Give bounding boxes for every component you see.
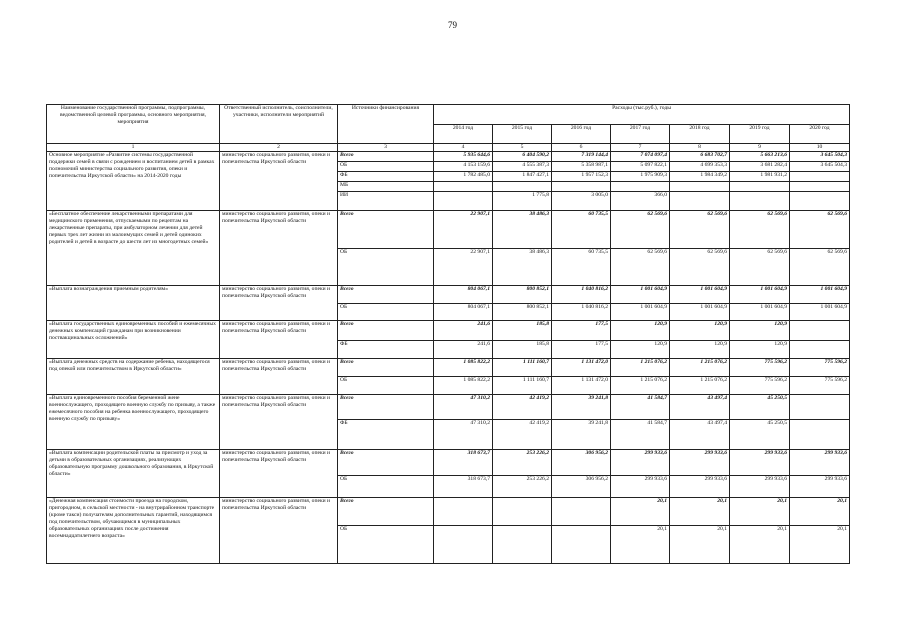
amount-cell bbox=[493, 498, 552, 526]
amount-cell bbox=[434, 182, 493, 192]
amount-cell bbox=[670, 192, 730, 211]
amount-cell: 120,9 bbox=[670, 341, 730, 359]
amount-cell: 241,6 bbox=[434, 321, 493, 341]
amount-cell: 253 226,2 bbox=[493, 450, 552, 476]
amount-cell: 1 001 604,9 bbox=[730, 286, 790, 304]
column-index: 2 bbox=[220, 144, 338, 152]
amount-cell: 62 569,6 bbox=[611, 249, 670, 286]
amount-cell bbox=[552, 498, 611, 526]
amount-cell: 1 131 472,0 bbox=[552, 377, 611, 395]
amount-cell: 38 486,3 bbox=[493, 249, 552, 286]
activity-executor: министерство социального развития, опеки и попечительства Иркутской области bbox=[220, 359, 338, 395]
amount-cell: 62 569,6 bbox=[611, 211, 670, 249]
amount-cell: 299 933,6 bbox=[670, 476, 730, 498]
funding-source: ОБ bbox=[338, 476, 434, 498]
amount-cell bbox=[790, 341, 850, 359]
amount-cell: 45 250,5 bbox=[730, 395, 790, 420]
amount-cell: 3 681 282,4 bbox=[730, 162, 790, 172]
column-index: 4 bbox=[434, 144, 493, 152]
funding-source: Всего bbox=[338, 286, 434, 304]
activity-name: «Бесплатное обеспечение лекарственными препаратами для медицинского применения, отпускаемыми по рецептам на лекарственные препараты, при амбулаторном лечении для детей первых трех лет жизни из малоимущих семей и детей одиноких родителей и детей в возрасте до шести лет из многодетных семей» bbox=[47, 211, 220, 286]
funding-source: Всего bbox=[338, 359, 434, 377]
amount-cell: 299 933,6 bbox=[790, 450, 850, 476]
activity-row bbox=[47, 450, 850, 476]
amount-cell: 1 782 485,0 bbox=[434, 172, 493, 182]
column-index: 8 bbox=[670, 144, 730, 152]
page-number: 79 bbox=[448, 20, 457, 30]
amount-cell: 299 933,6 bbox=[730, 450, 790, 476]
activity-name: «Выплата единовременного пособия беременной жене военнослужащего, проходящего военную службу по призыву, а также ежемесячного пособия на ребенка военнослужащего, проходящего военную службу по призыву» bbox=[47, 395, 220, 450]
year-header: 2020 год bbox=[790, 125, 850, 144]
amount-cell: 60 735,5 bbox=[552, 249, 611, 286]
amount-cell: 1 131 472,0 bbox=[552, 359, 611, 377]
amount-cell: 39 241,8 bbox=[552, 395, 611, 420]
amount-cell: 318 673,7 bbox=[434, 450, 493, 476]
amount-cell: 6 404 590,2 bbox=[493, 152, 552, 162]
column-index: 5 bbox=[493, 144, 552, 152]
column-index: 3 bbox=[338, 144, 434, 152]
amount-cell: 1 111 160,7 bbox=[493, 359, 552, 377]
amount-cell: 38 486,3 bbox=[493, 211, 552, 249]
amount-cell: 41 584,7 bbox=[611, 420, 670, 450]
amount-cell bbox=[730, 182, 790, 192]
funding-source: Всего bbox=[338, 450, 434, 476]
amount-cell: 7 074 097,4 bbox=[611, 152, 670, 162]
header-expenses: Расходы (тыс.руб.), годы bbox=[434, 105, 850, 125]
amount-cell: 20,1 bbox=[611, 498, 670, 526]
amount-cell: 1 001 604,9 bbox=[730, 304, 790, 321]
amount-cell: 1 847 427,1 bbox=[493, 172, 552, 182]
amount-cell: 47 310,2 bbox=[434, 420, 493, 450]
funding-source: ОБ bbox=[338, 304, 434, 321]
funding-source: ФБ bbox=[338, 341, 434, 359]
amount-cell: 775 596,2 bbox=[730, 359, 790, 377]
funding-source: Всего bbox=[338, 152, 434, 162]
amount-cell: 45 250,5 bbox=[730, 420, 790, 450]
amount-cell: 1 984 349,2 bbox=[670, 172, 730, 182]
activity-name: «Выплата денежных средств на содержание ребенка, находящегося под опекой или попечительством в Иркутской области» bbox=[47, 359, 220, 395]
amount-cell: 804 067,1 bbox=[434, 286, 493, 304]
funding-source: Всего bbox=[338, 395, 434, 420]
amount-cell: 299 933,6 bbox=[670, 450, 730, 476]
amount-cell: 4 153 159,6 bbox=[434, 162, 493, 172]
amount-cell bbox=[434, 192, 493, 211]
activity-name: «Выплата государственных единовременных пособий и ежемесячных денежных компенсаций гражданам при возникновении поствакцинальных осложнений» bbox=[47, 321, 220, 359]
column-index: 9 bbox=[730, 144, 790, 152]
column-index: 6 bbox=[552, 144, 611, 152]
activity-row bbox=[47, 152, 850, 162]
amount-cell bbox=[434, 526, 493, 564]
funding-source: Всего bbox=[338, 498, 434, 526]
amount-cell: 185,8 bbox=[493, 321, 552, 341]
amount-cell: 253 226,2 bbox=[493, 476, 552, 498]
activity-row bbox=[47, 359, 850, 377]
amount-cell: 120,9 bbox=[670, 321, 730, 341]
amount-cell: 3 645 504,3 bbox=[790, 162, 850, 172]
amount-cell: 62 569,6 bbox=[730, 211, 790, 249]
activity-row bbox=[47, 211, 850, 249]
amount-cell: 1 040 816,2 bbox=[552, 286, 611, 304]
amount-cell: 3 645 504,3 bbox=[790, 152, 850, 162]
amount-cell: 1 001 604,9 bbox=[670, 286, 730, 304]
amount-cell: 1 215 076,2 bbox=[670, 359, 730, 377]
amount-cell bbox=[434, 498, 493, 526]
funding-source: Всего bbox=[338, 211, 434, 249]
activity-name: «Выплата вознаграждения приемным родителям» bbox=[47, 286, 220, 321]
column-index: 1 bbox=[47, 144, 220, 152]
amount-cell: 4 555 387,3 bbox=[493, 162, 552, 172]
amount-cell: 120,9 bbox=[611, 321, 670, 341]
amount-cell: 62 569,6 bbox=[790, 249, 850, 286]
amount-cell: 120,9 bbox=[730, 341, 790, 359]
amount-cell: 306 956,2 bbox=[552, 476, 611, 498]
activity-name: «Денежная компенсация стоимости проезда на городском, пригородном, в сельской местности - на внутрирайонном транспорте (кроме такси) получателям дополнительных гарантий, находящимся под попечительством, обучающимся в муниципальных образовательных организациях после достижения восемнадцатилетнего возраста» bbox=[47, 498, 220, 564]
amount-cell: 775 596,2 bbox=[730, 377, 790, 395]
amount-cell: 1 215 076,2 bbox=[611, 377, 670, 395]
amount-cell: 177,5 bbox=[552, 341, 611, 359]
amount-cell bbox=[790, 172, 850, 182]
amount-cell: 1 975 909,3 bbox=[611, 172, 670, 182]
amount-cell: 20,1 bbox=[790, 498, 850, 526]
header-executor: Ответственный исполнитель, соисполнители, участники, исполнители мероприятий bbox=[220, 105, 338, 144]
amount-cell: 42 419,2 bbox=[493, 420, 552, 450]
amount-cell bbox=[790, 420, 850, 450]
amount-cell: 1 001 604,9 bbox=[670, 304, 730, 321]
amount-cell: 1 215 076,2 bbox=[611, 359, 670, 377]
amount-cell bbox=[611, 182, 670, 192]
amount-cell: 1 215 076,2 bbox=[670, 377, 730, 395]
amount-cell: 1 001 604,9 bbox=[790, 286, 850, 304]
activity-name: Основное мероприятие «Развитие системы государственной поддержки семей в связи с рождением и воспитанием детей в рамках полномочий министерства социального развития, опеки и попечительства Иркутской области» на 2014-2020 годы bbox=[47, 152, 220, 211]
amount-cell bbox=[552, 182, 611, 192]
amount-cell: 177,5 bbox=[552, 321, 611, 341]
amount-cell: 41 584,7 bbox=[611, 395, 670, 420]
funding-source: ОБ bbox=[338, 377, 434, 395]
amount-cell: 5 663 213,6 bbox=[730, 152, 790, 162]
amount-cell: 5 358 987,1 bbox=[552, 162, 611, 172]
amount-cell: 7 319 144,4 bbox=[552, 152, 611, 162]
year-header: 2017 год bbox=[611, 125, 670, 144]
budget-table bbox=[46, 104, 850, 564]
amount-cell: 62 569,6 bbox=[670, 211, 730, 249]
amount-cell bbox=[670, 182, 730, 192]
amount-cell: 22 907,1 bbox=[434, 211, 493, 249]
amount-cell bbox=[552, 526, 611, 564]
amount-cell: 5 097 822,1 bbox=[611, 162, 670, 172]
amount-cell: 804 067,1 bbox=[434, 304, 493, 321]
funding-source: ОБ bbox=[338, 526, 434, 564]
amount-cell: 800 852,1 bbox=[493, 304, 552, 321]
amount-cell: 43 497,4 bbox=[670, 420, 730, 450]
year-header: 2016 год bbox=[552, 125, 611, 144]
funding-source: МБ bbox=[338, 182, 434, 192]
year-header: 2014 год bbox=[434, 125, 493, 144]
amount-cell: 775 596,2 bbox=[790, 359, 850, 377]
amount-cell: 299 933,6 bbox=[790, 476, 850, 498]
amount-cell bbox=[790, 192, 850, 211]
year-header: 2015 год bbox=[493, 125, 552, 144]
amount-cell: 1 040 816,2 bbox=[552, 304, 611, 321]
amount-cell: 47 310,2 bbox=[434, 395, 493, 420]
amount-cell: 299 933,6 bbox=[730, 476, 790, 498]
activity-executor: министерство социального развития, опеки и попечительства Иркутской области bbox=[220, 395, 338, 450]
amount-cell bbox=[493, 182, 552, 192]
amount-cell bbox=[493, 526, 552, 564]
amount-cell: 22 907,1 bbox=[434, 249, 493, 286]
column-index: 7 bbox=[611, 144, 670, 152]
funding-source: ФБ bbox=[338, 172, 434, 182]
amount-cell: 43 497,4 bbox=[670, 395, 730, 420]
amount-cell: 120,9 bbox=[730, 321, 790, 341]
year-header: 2019 год bbox=[730, 125, 790, 144]
activity-executor: министерство социального развития, опеки и попечительства Иркутской области bbox=[220, 152, 338, 211]
amount-cell bbox=[730, 192, 790, 211]
amount-cell: 20,1 bbox=[611, 526, 670, 564]
amount-cell: 1 981 931,2 bbox=[730, 172, 790, 182]
funding-source: ФБ bbox=[338, 420, 434, 450]
amount-cell: 62 569,6 bbox=[790, 211, 850, 249]
amount-cell: 4 699 353,3 bbox=[670, 162, 730, 172]
amount-cell bbox=[790, 321, 850, 341]
activity-row bbox=[47, 498, 850, 526]
amount-cell: 20,1 bbox=[670, 498, 730, 526]
activity-row bbox=[47, 395, 850, 420]
amount-cell: 20,1 bbox=[790, 526, 850, 564]
activity-executor: министерство социального развития, опеки и попечительства Иркутской области bbox=[220, 321, 338, 359]
amount-cell: 306 956,2 bbox=[552, 450, 611, 476]
amount-cell: 185,8 bbox=[493, 341, 552, 359]
activity-name: «Выплата компенсации родительской платы за присмотр и уход за детьми в образовательных организациях, реализующих образовательную программу дошкольного образования, в Иркутской области» bbox=[47, 450, 220, 498]
amount-cell: 366,0 bbox=[611, 192, 670, 211]
amount-cell: 3 005,0 bbox=[552, 192, 611, 211]
amount-cell: 299 933,6 bbox=[611, 450, 670, 476]
amount-cell: 62 569,6 bbox=[730, 249, 790, 286]
amount-cell: 1 001 604,9 bbox=[611, 286, 670, 304]
header-program: Наименование государственной программы, подпрограммы, ведомственной целевой программы, основного мероприятия, мероприятия bbox=[47, 105, 220, 144]
amount-cell: 20,1 bbox=[730, 498, 790, 526]
amount-cell: 318 673,7 bbox=[434, 476, 493, 498]
funding-source: ОБ bbox=[338, 162, 434, 172]
amount-cell: 241,6 bbox=[434, 341, 493, 359]
amount-cell: 1 085 822,2 bbox=[434, 377, 493, 395]
amount-cell: 1 085 822,2 bbox=[434, 359, 493, 377]
column-index: 10 bbox=[790, 144, 850, 152]
activity-row bbox=[47, 286, 850, 304]
activity-executor: министерство социального развития, опеки и попечительства Иркутской области bbox=[220, 450, 338, 498]
amount-cell bbox=[790, 182, 850, 192]
year-header: 2018 год bbox=[670, 125, 730, 144]
funding-source: ОБ bbox=[338, 249, 434, 286]
funding-source: Всего bbox=[338, 321, 434, 341]
activity-executor: министерство социального развития, опеки и попечительства Иркутской области bbox=[220, 286, 338, 321]
amount-cell: 60 735,5 bbox=[552, 211, 611, 249]
amount-cell: 42 419,2 bbox=[493, 395, 552, 420]
activity-row bbox=[47, 321, 850, 341]
amount-cell: 775 596,2 bbox=[790, 377, 850, 395]
amount-cell: 1 001 604,9 bbox=[611, 304, 670, 321]
amount-cell: 20,1 bbox=[670, 526, 730, 564]
amount-cell: 1 957 152,3 bbox=[552, 172, 611, 182]
amount-cell: 20,1 bbox=[730, 526, 790, 564]
amount-cell: 1 111 160,7 bbox=[493, 377, 552, 395]
funding-source: ИИ bbox=[338, 192, 434, 211]
amount-cell: 1 775,8 bbox=[493, 192, 552, 211]
activity-executor: министерство социального развития, опеки и попечительства Иркутской области bbox=[220, 498, 338, 564]
amount-cell: 120,9 bbox=[611, 341, 670, 359]
amount-cell bbox=[790, 395, 850, 420]
amount-cell: 6 683 702,7 bbox=[670, 152, 730, 162]
amount-cell: 62 569,6 bbox=[670, 249, 730, 286]
header-source: Источники финансирования bbox=[338, 105, 434, 144]
amount-cell: 299 933,6 bbox=[611, 476, 670, 498]
amount-cell: 5 935 644,6 bbox=[434, 152, 493, 162]
amount-cell: 800 852,1 bbox=[493, 286, 552, 304]
amount-cell: 39 241,8 bbox=[552, 420, 611, 450]
amount-cell: 1 001 604,9 bbox=[790, 304, 850, 321]
activity-executor: министерство социального развития, опеки и попечительства Иркутской области bbox=[220, 211, 338, 286]
